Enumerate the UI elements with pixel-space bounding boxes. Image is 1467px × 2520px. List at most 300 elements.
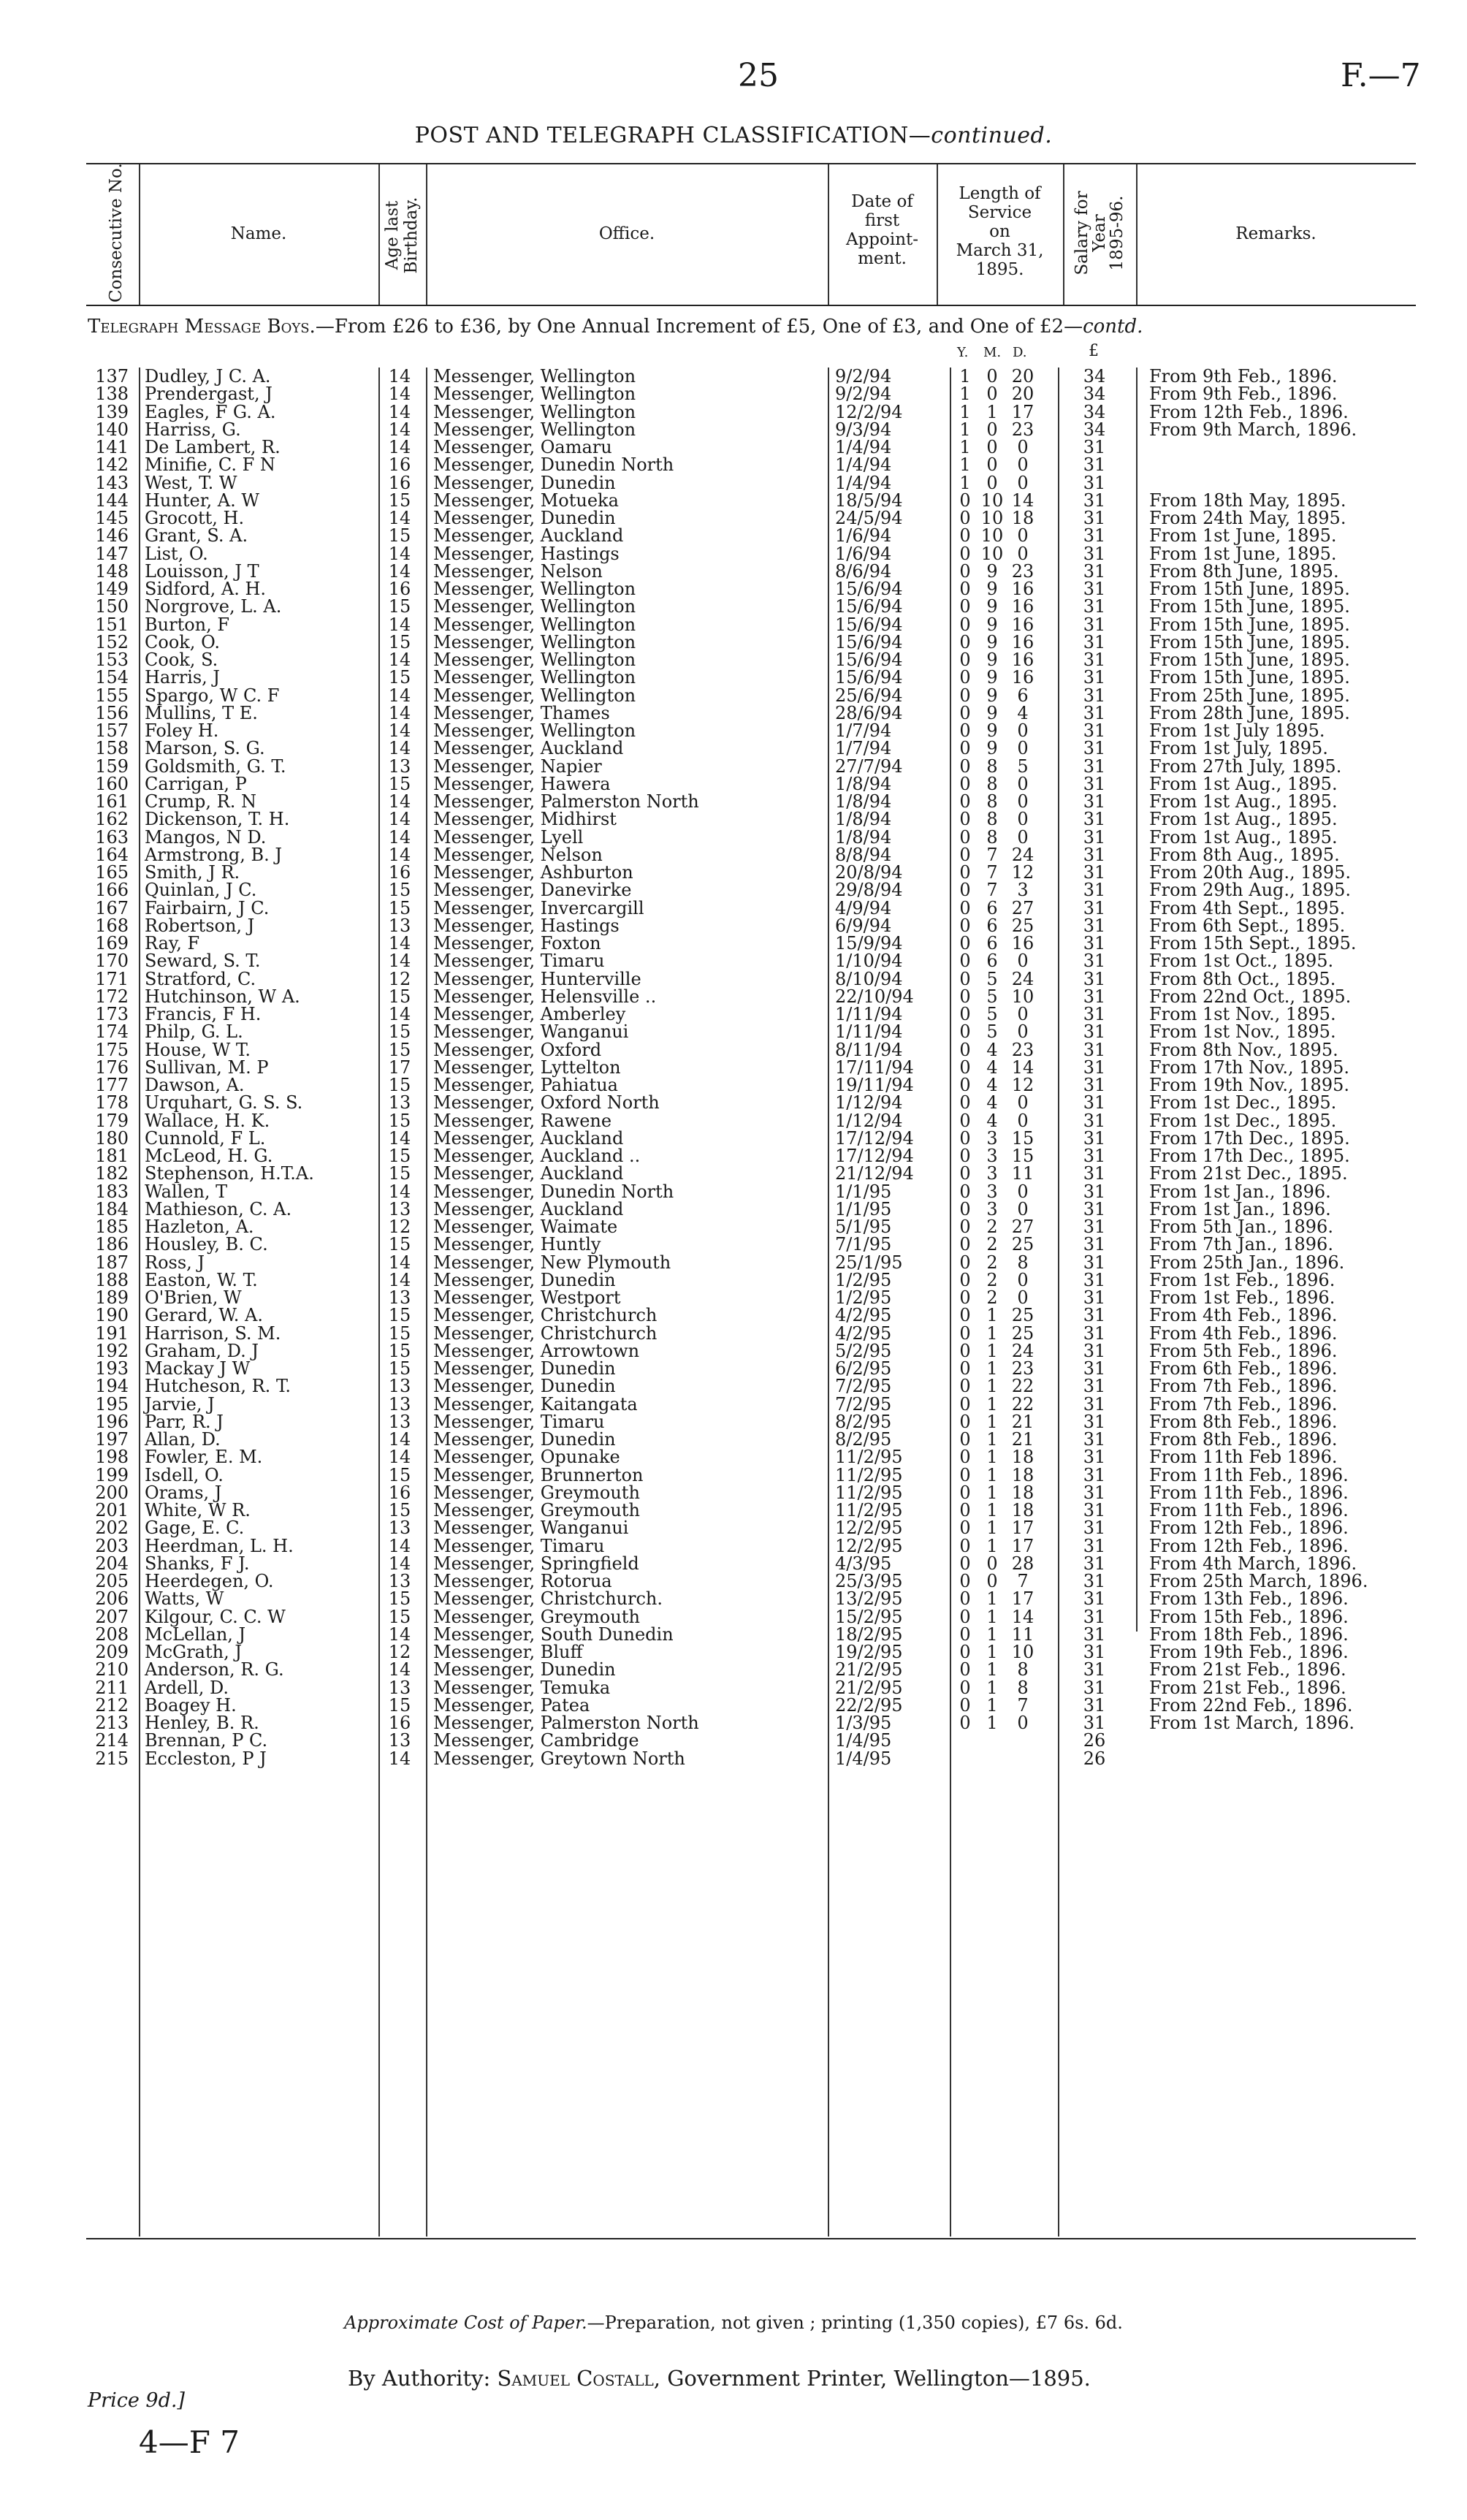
table-row: [0, 385, 1467, 403]
cell-age: 15: [388, 773, 411, 794]
cell-salary: 31: [1083, 862, 1106, 883]
cell-service-months: 1: [986, 1606, 998, 1627]
cell-salary: 31: [1083, 880, 1106, 901]
cell-remarks: From 17th Dec., 1895.: [1149, 1127, 1350, 1149]
cell-remarks: From 1st Aug., 1895.: [1149, 773, 1338, 794]
cell-service-years: 0: [959, 1181, 971, 1202]
cell-salary: 31: [1083, 1234, 1106, 1255]
cell-no: 140: [95, 419, 129, 440]
cell-date: 11/2/95: [835, 1500, 903, 1520]
table-bottom-rule: [86, 2238, 1416, 2239]
cell-no: 174: [95, 1021, 129, 1043]
cell-service-months: 9: [986, 667, 998, 688]
cell-service-years: 0: [959, 1075, 971, 1095]
table-row: [0, 1732, 1467, 1749]
table-row: [0, 1393, 1467, 1415]
cell-remarks: From 1st July, 1895.: [1149, 738, 1328, 759]
cell-name: Boagey H.: [145, 1694, 237, 1716]
cell-service-months: 9: [986, 720, 998, 741]
cell-age: 15: [388, 1694, 411, 1716]
cell-no: 199: [95, 1464, 129, 1485]
cell-no: 141: [95, 437, 129, 457]
cell-name: Cook, S.: [145, 650, 218, 670]
table-row: [0, 1076, 1467, 1094]
cell-age: 15: [388, 667, 411, 688]
cell-name: Parr, R. J: [145, 1411, 224, 1432]
cell-age: 13: [388, 1393, 411, 1415]
cell-remarks: From 18th May, 1895.: [1149, 490, 1346, 511]
cell-service-months: 5: [986, 1021, 998, 1043]
cell-service-years: 0: [959, 791, 971, 812]
cell-age: 14: [388, 844, 411, 865]
cell-salary: 31: [1083, 525, 1106, 547]
cell-remarks: From 15th June, 1895.: [1149, 579, 1350, 599]
cell-no: 200: [95, 1482, 129, 1503]
cell-service-years: 0: [959, 897, 971, 918]
cell-service-years: 0: [959, 933, 971, 953]
cell-name: Hazleton, A.: [145, 1217, 254, 1237]
table-row: [0, 1750, 1467, 1767]
cell-remarks: From 1st July 1895.: [1149, 720, 1325, 741]
cell-name: Grocott, H.: [145, 508, 245, 528]
cell-no: 197: [95, 1429, 129, 1450]
cell-salary: 31: [1083, 472, 1106, 493]
cell-service-years: 0: [959, 1322, 971, 1344]
cell-salary: 31: [1083, 596, 1106, 617]
cell-date: 22/10/94: [835, 986, 914, 1007]
cell-no: 170: [95, 951, 129, 972]
cell-service-months: 0: [986, 472, 998, 493]
cell-service-days: 0: [1017, 454, 1029, 476]
cell-date: 11/2/95: [835, 1464, 903, 1485]
cell-date: 15/2/95: [835, 1606, 903, 1627]
cell-name: Allan, D.: [145, 1429, 221, 1450]
cell-no: 139: [95, 401, 129, 422]
cell-office: Messenger, Auckland: [433, 738, 624, 759]
column-divider: [378, 164, 380, 305]
cell-age: 15: [388, 1146, 411, 1166]
cell-salary: 31: [1083, 1713, 1106, 1733]
cell-remarks: From 8th Nov., 1895.: [1149, 1039, 1338, 1060]
table-row: [0, 368, 1467, 385]
cell-office: Messenger, Danevirke: [433, 880, 632, 901]
unit-pound: £: [1089, 342, 1099, 360]
cell-service-days: 21: [1011, 1429, 1034, 1450]
cell-salary: 31: [1083, 1039, 1106, 1060]
table-row: [0, 1165, 1467, 1182]
cell-service-years: 0: [959, 1553, 971, 1574]
table-row: [0, 1342, 1467, 1360]
cell-office: Messenger, Waimate: [433, 1217, 618, 1237]
table-row: [0, 1555, 1467, 1572]
cell-age: 14: [388, 1181, 411, 1202]
table-row: [0, 1236, 1467, 1253]
cell-service-days: 16: [1011, 596, 1034, 617]
cell-office: Messenger, Timaru: [433, 1535, 605, 1556]
cell-no: 187: [95, 1252, 129, 1273]
cell-office: Messenger, Wellington: [433, 614, 636, 635]
cell-date: 1/1/95: [835, 1198, 892, 1219]
table-row: [0, 598, 1467, 615]
cell-salary: 31: [1083, 1482, 1106, 1503]
cell-salary: 31: [1083, 1553, 1106, 1574]
cost-of-paper-note: [0, 2312, 1467, 2333]
cell-age: 14: [388, 614, 411, 635]
cell-name: Minifie, C. F N: [145, 454, 275, 476]
cell-date: 18/5/94: [835, 490, 903, 511]
unit-days: D.: [1013, 345, 1027, 360]
cell-salary: 31: [1083, 508, 1106, 528]
cell-service-months: 1: [986, 1429, 998, 1450]
cell-remarks: From 1st Nov., 1895.: [1149, 1021, 1336, 1043]
cell-service-days: 23: [1011, 1358, 1034, 1379]
cell-salary: 31: [1083, 650, 1106, 670]
cell-office: Messenger, Greymouth: [433, 1500, 640, 1520]
cell-name: Francis, F H.: [145, 1004, 262, 1024]
cell-service-months: 3: [986, 1163, 998, 1184]
cell-name: Crump, R. N: [145, 791, 256, 812]
cell-age: 15: [388, 1322, 411, 1344]
cell-age: 12: [388, 968, 411, 989]
cell-remarks: From 11th Feb 1896.: [1149, 1447, 1338, 1468]
cell-date: 25/6/94: [835, 685, 903, 706]
table-row: [0, 934, 1467, 952]
table-row: [0, 545, 1467, 563]
cell-salary: 31: [1083, 437, 1106, 457]
cell-no: 153: [95, 650, 129, 670]
cell-name: Spargo, W C. F: [145, 685, 280, 706]
cell-date: 25/1/95: [835, 1252, 903, 1273]
table-row: [0, 1200, 1467, 1218]
cell-name: Mathieson, C. A.: [145, 1198, 292, 1219]
cell-no: 179: [95, 1110, 129, 1131]
cell-no: 171: [95, 968, 129, 989]
cell-service-years: 0: [959, 702, 971, 723]
cell-no: 167: [95, 897, 129, 918]
table-row: [0, 492, 1467, 509]
table-row: [0, 1484, 1467, 1501]
cell-service-days: 0: [1017, 773, 1029, 794]
cell-office: Messenger, Oxford: [433, 1039, 602, 1060]
cell-service-days: 7: [1017, 1694, 1029, 1716]
cell-office: Messenger, Wellington: [433, 366, 636, 387]
cell-age: 12: [388, 1217, 411, 1237]
cell-remarks: From 12th Feb., 1896.: [1149, 401, 1349, 422]
cell-service-years: 0: [959, 1694, 971, 1716]
table-row: [0, 1289, 1467, 1306]
cell-remarks: From 1st Nov., 1895.: [1149, 1004, 1336, 1024]
cell-remarks: From 5th Jan., 1896.: [1149, 1217, 1333, 1237]
cell-date: 13/2/95: [835, 1588, 903, 1610]
cell-no: 146: [95, 525, 129, 547]
cell-name: Goldsmith, G. T.: [145, 755, 286, 777]
cell-no: 186: [95, 1234, 129, 1255]
cell-date: 8/2/95: [835, 1411, 892, 1432]
cell-remarks: From 15th June, 1895.: [1149, 596, 1350, 617]
cell-service-months: 4: [986, 1075, 998, 1095]
cell-no: 194: [95, 1376, 129, 1397]
cell-remarks: From 6th Feb., 1896.: [1149, 1358, 1338, 1379]
cell-age: 15: [388, 1500, 411, 1520]
table-row: [0, 525, 1467, 547]
cell-age: 14: [388, 702, 411, 723]
cell-salary: 31: [1083, 844, 1106, 865]
cell-date: 17/12/94: [835, 1146, 914, 1166]
cell-service-days: 0: [1017, 738, 1029, 759]
cell-salary: 31: [1083, 1269, 1106, 1290]
cell-no: 195: [95, 1393, 129, 1415]
cost-label: Approximate Cost of Paper.: [344, 2312, 587, 2333]
cell-no: 151: [95, 614, 129, 635]
cell-service-months: 10: [980, 490, 1004, 511]
cell-office: Messenger, Lyttelton: [433, 1057, 621, 1078]
cell-service-days: 24: [1011, 1340, 1034, 1361]
cell-salary: 31: [1083, 826, 1106, 848]
cell-age: 15: [388, 596, 411, 617]
cell-name: Henley, B. R.: [145, 1713, 259, 1733]
cell-no: 157: [95, 720, 129, 741]
table-row: [0, 616, 1467, 633]
cell-no: 201: [95, 1500, 129, 1520]
cell-salary: 31: [1083, 1004, 1106, 1024]
cell-office: Messenger, Pahiatua: [433, 1075, 618, 1095]
cell-service-years: 0: [959, 755, 971, 777]
cell-service-years: 0: [959, 968, 971, 989]
cell-age: 14: [388, 1535, 411, 1556]
cell-service-years: 1: [959, 419, 971, 440]
cell-service-years: 0: [959, 1057, 971, 1078]
header-name: Name.: [230, 224, 287, 243]
cell-date: 6/2/95: [835, 1358, 892, 1379]
cell-date: 1/2/95: [835, 1287, 892, 1308]
cell-no: 149: [95, 579, 129, 599]
cell-office: Messenger, Wellington: [433, 384, 636, 405]
cell-salary: 31: [1083, 1588, 1106, 1610]
cell-no: 208: [95, 1623, 129, 1645]
cell-no: 148: [95, 560, 129, 582]
authority-suffix: , Government Printer, Wellington—1895.: [653, 2366, 1091, 2391]
table-row: [0, 421, 1467, 438]
cell-name: McGrath, J: [145, 1642, 242, 1662]
cell-remarks: From 21st Feb., 1896.: [1149, 1677, 1346, 1698]
cell-salary: 31: [1083, 809, 1106, 830]
cell-age: 13: [388, 1092, 411, 1114]
cell-service-months: 2: [986, 1252, 998, 1273]
cell-service-months: 9: [986, 631, 998, 652]
cell-age: 16: [388, 472, 411, 493]
cell-age: 14: [388, 1553, 411, 1574]
cell-office: Messenger, Foxton: [433, 933, 601, 953]
cell-office: Messenger, Patea: [433, 1694, 590, 1716]
cell-service-years: 0: [959, 1305, 971, 1326]
cell-remarks: From 8th Oct., 1895.: [1149, 968, 1336, 989]
cell-salary: 26: [1083, 1730, 1106, 1751]
cell-no: 137: [95, 366, 129, 387]
cell-service-years: 0: [959, 1004, 971, 1024]
cell-service-days: 18: [1011, 1482, 1034, 1503]
cell-remarks: From 1st Oct., 1895.: [1149, 951, 1334, 972]
cell-office: Messenger, Christchurch: [433, 1322, 658, 1344]
cell-service-years: 0: [959, 1447, 971, 1468]
cell-date: 1/4/95: [835, 1748, 892, 1769]
cell-name: Ray, F: [145, 933, 200, 953]
cell-no: 155: [95, 685, 129, 706]
cell-office: Messenger, Wellington: [433, 685, 636, 706]
cell-remarks: From 1st Aug., 1895.: [1149, 809, 1338, 830]
unit-months: M.: [983, 345, 1002, 360]
cell-office: Messenger, Nelson: [433, 560, 603, 582]
cell-service-days: 12: [1011, 1075, 1034, 1095]
cell-service-years: 0: [959, 826, 971, 848]
cell-service-days: 16: [1011, 579, 1034, 599]
cell-remarks: From 21st Dec., 1895.: [1149, 1163, 1348, 1184]
cell-salary: 31: [1083, 454, 1106, 476]
cell-service-days: 16: [1011, 933, 1034, 953]
column-divider: [1063, 164, 1064, 305]
cell-date: 1/7/94: [835, 720, 892, 741]
table-row: [0, 651, 1467, 669]
cell-service-months: 9: [986, 650, 998, 670]
cell-age: 14: [388, 384, 411, 405]
cell-service-days: 0: [1017, 1004, 1029, 1024]
cell-service-years: 0: [959, 667, 971, 688]
cell-service-years: 0: [959, 1127, 971, 1149]
cell-salary: 31: [1083, 1623, 1106, 1645]
cell-remarks: From 1st Aug., 1895.: [1149, 826, 1338, 848]
cell-name: McLellan, J: [145, 1623, 246, 1645]
cell-date: 29/8/94: [835, 880, 903, 901]
cell-service-months: 10: [980, 543, 1004, 564]
cell-service-days: 0: [1017, 525, 1029, 547]
cell-remarks: From 1st June, 1895.: [1149, 525, 1337, 547]
cell-name: West, T. W: [145, 472, 237, 493]
cell-service-years: 0: [959, 1588, 971, 1610]
cell-remarks: From 1st Aug., 1895.: [1149, 791, 1338, 812]
cell-remarks: From 1st Feb., 1896.: [1149, 1287, 1335, 1308]
cell-name: Stratford, C.: [145, 968, 256, 989]
cell-service-days: 5: [1017, 755, 1029, 777]
table-row: [0, 970, 1467, 988]
cell-office: Messenger, Brunnerton: [433, 1464, 644, 1485]
cell-salary: 31: [1083, 720, 1106, 741]
cell-remarks: From 7th Jan., 1896.: [1149, 1234, 1333, 1255]
cell-service-days: 20: [1011, 384, 1034, 405]
cell-age: 15: [388, 880, 411, 901]
cell-age: 15: [388, 1163, 411, 1184]
cell-office: Messenger, Dunedin North: [433, 454, 674, 476]
cell-remarks: From 1st Jan., 1896.: [1149, 1198, 1331, 1219]
table-row: [0, 1643, 1467, 1661]
section-continued: contd.: [1083, 316, 1143, 338]
cell-service-years: 1: [959, 366, 971, 387]
cell-service-years: 0: [959, 1713, 971, 1733]
cell-office: Messenger, Invercargill: [433, 897, 644, 918]
header-remarks: Remarks.: [1235, 224, 1317, 243]
cell-date: 1/10/94: [835, 951, 903, 972]
cell-age: 15: [388, 525, 411, 547]
cell-service-months: 5: [986, 986, 998, 1007]
cell-service-years: 0: [959, 1092, 971, 1114]
cell-salary: 31: [1083, 1305, 1106, 1326]
cell-age: 16: [388, 1482, 411, 1503]
cell-name: Isdell, O.: [145, 1464, 224, 1485]
cell-service-days: 0: [1017, 472, 1029, 493]
cell-date: 1/4/94: [835, 454, 892, 476]
cell-remarks: From 1st March, 1896.: [1149, 1713, 1355, 1733]
cell-salary: 31: [1083, 1181, 1106, 1202]
cell-service-days: 0: [1017, 1021, 1029, 1043]
cell-service-years: 0: [959, 685, 971, 706]
cell-date: 8/2/95: [835, 1429, 892, 1450]
cell-service-years: 0: [959, 1642, 971, 1662]
cell-remarks: From 9th March, 1896.: [1149, 419, 1357, 440]
page-number: 25: [738, 57, 779, 94]
cell-no: 190: [95, 1305, 129, 1326]
unit-years: Y.: [957, 345, 969, 360]
cell-name: Quinlan, J C.: [145, 880, 257, 901]
cell-name: White, W R.: [145, 1500, 251, 1520]
cell-service-months: 1: [986, 1694, 998, 1716]
cell-name: Ardell, D.: [145, 1677, 229, 1698]
cell-service-months: 1: [986, 1482, 998, 1503]
cell-no: 193: [95, 1358, 129, 1379]
cell-service-months: 9: [986, 614, 998, 635]
cell-service-months: 1: [986, 1642, 998, 1662]
cell-office: Messenger, Midhirst: [433, 809, 617, 830]
cell-no: 152: [95, 631, 129, 652]
cell-service-years: 1: [959, 401, 971, 422]
cell-service-years: 0: [959, 1340, 971, 1361]
cell-office: Messenger, Wanganui: [433, 1518, 629, 1539]
cell-age: 14: [388, 685, 411, 706]
cell-salary: 31: [1083, 1146, 1106, 1166]
cell-service-days: 23: [1011, 560, 1034, 582]
cell-salary: 31: [1083, 951, 1106, 972]
cell-date: 21/2/95: [835, 1677, 903, 1698]
cell-remarks: From 4th March, 1896.: [1149, 1553, 1357, 1574]
cell-service-months: 1: [986, 1411, 998, 1432]
cell-salary: 31: [1083, 897, 1106, 918]
cell-name: Marson, S. G.: [145, 738, 265, 759]
cell-date: 9/3/94: [835, 419, 892, 440]
cell-age: 13: [388, 1518, 411, 1539]
table-row: [0, 560, 1467, 582]
cell-remarks: From 15th Feb., 1896.: [1149, 1606, 1349, 1627]
cell-no: 198: [95, 1447, 129, 1468]
cell-remarks: From 11th Feb., 1896.: [1149, 1500, 1349, 1520]
cell-name: Housley, B. C.: [145, 1234, 268, 1255]
cell-service-years: 0: [959, 1535, 971, 1556]
cell-no: 211: [95, 1677, 129, 1698]
cell-service-months: 1: [986, 1340, 998, 1361]
cell-service-years: 0: [959, 1429, 971, 1450]
cell-service-days: 25: [1011, 1234, 1034, 1255]
cell-service-years: 0: [959, 1606, 971, 1627]
cell-service-days: 18: [1011, 1464, 1034, 1485]
cell-office: Messenger, Hastings: [433, 915, 620, 936]
cell-name: Dawson, A.: [145, 1075, 245, 1095]
cell-name: Watts, W: [145, 1588, 224, 1610]
cell-remarks: From 19th Feb., 1896.: [1149, 1642, 1349, 1662]
cell-name: Gage, E. C.: [145, 1518, 245, 1539]
cell-age: 16: [388, 1713, 411, 1733]
cell-service-months: 1: [986, 1677, 998, 1698]
table-row: [0, 826, 1467, 848]
cell-service-months: 0: [986, 366, 998, 387]
cell-no: 172: [95, 986, 129, 1007]
cell-service-days: 7: [1017, 1571, 1029, 1591]
table-row: [0, 899, 1467, 917]
